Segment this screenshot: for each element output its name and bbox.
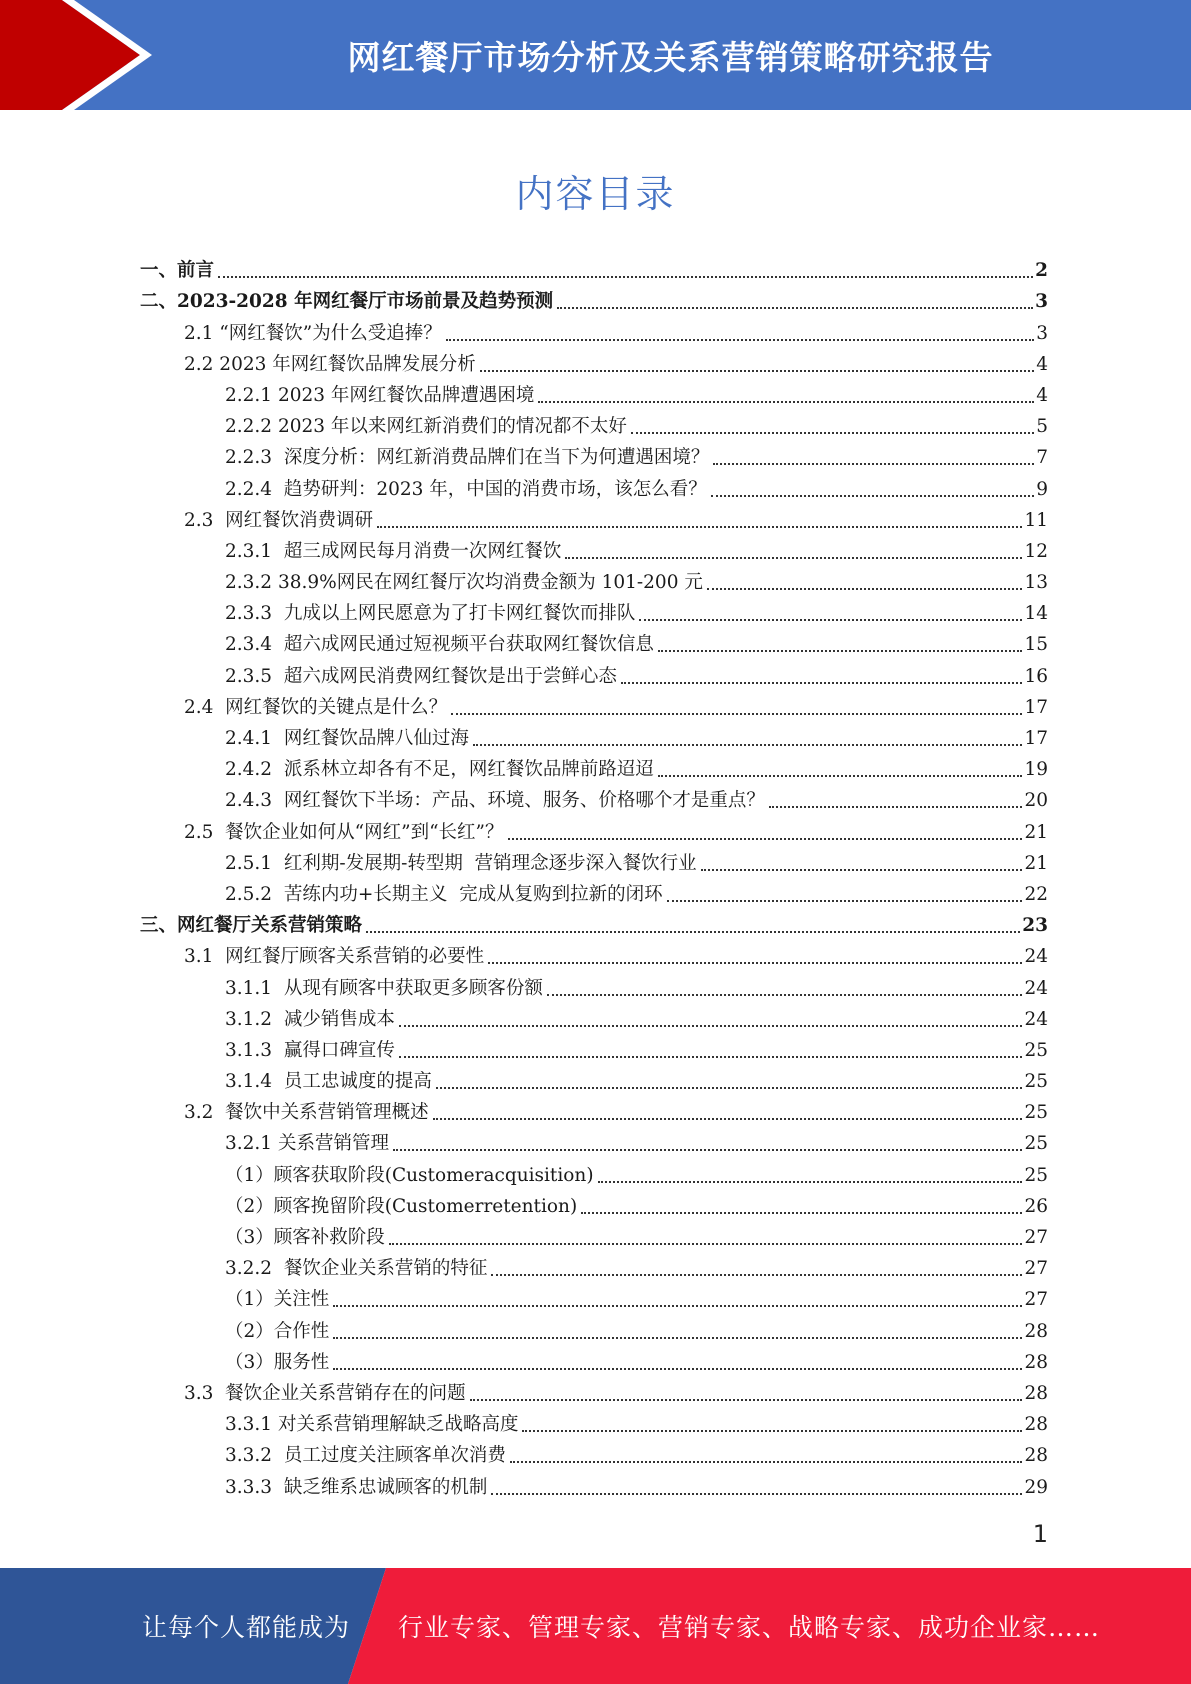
toc-entry-label: 2.3.5 超六成网民消费网红餐饮是出于尝鲜心态: [225, 665, 617, 687]
toc-entry-label: 3.1.2 减少销售成本: [225, 1008, 395, 1030]
toc-entry-page: 4: [1036, 353, 1048, 375]
toc-entry-label: （3）服务性: [225, 1351, 330, 1373]
toc-entry[interactable]: [140, 1125, 1048, 1156]
toc-entry-label: 2.5.2 苦练内功+长期主义 完成从复购到拉新的闭环: [225, 883, 663, 905]
toc-entry-page: 25: [1024, 1102, 1048, 1124]
toc-entry[interactable]: [140, 782, 1048, 813]
toc-leader-dots: [389, 1243, 1023, 1245]
toc-entry-label: 2.2.4 趋势研判：2023 年，中国的消费市场，该怎么看？: [225, 478, 707, 500]
toc-leader-dots: [393, 1149, 1022, 1151]
toc-entry-page: 19: [1024, 759, 1048, 781]
toc-entry-label: 3.3.2 员工过度关注顾客单次消费: [225, 1445, 506, 1467]
toc-entry-page: 21: [1024, 852, 1048, 874]
toc-entry-page: 27: [1024, 1289, 1048, 1311]
toc-leader-dots: [399, 1025, 1023, 1027]
toc-entry-page: 28: [1024, 1351, 1048, 1373]
toc-leader-dots: [639, 619, 1022, 621]
toc-entry[interactable]: [140, 1344, 1048, 1375]
toc-leader-dots: [480, 370, 1034, 372]
toc-entry-page: 17: [1024, 728, 1048, 749]
toc-entry-page: 25: [1024, 1133, 1048, 1155]
toc-leader-dots: [711, 495, 1034, 497]
toc-entry-label: 一、前言: [140, 260, 215, 282]
toc-entry-page: 27: [1024, 1258, 1048, 1280]
toc-leader-dots: [565, 557, 1022, 559]
toc-entry[interactable]: [140, 1001, 1048, 1032]
toc-entry[interactable]: [140, 657, 1048, 688]
toc-entry[interactable]: [140, 1219, 1048, 1250]
toc-entry[interactable]: [140, 533, 1048, 564]
toc-entry-page: 15: [1024, 634, 1048, 656]
toc-entry-label: 2.5.1 红利期-发展期-转型期 营销理念逐步深入餐饮行业: [225, 852, 697, 874]
toc-entry-label: 2.1 “网红餐饮”为什么受追捧？: [184, 322, 442, 344]
toc-entry[interactable]: [140, 1250, 1048, 1281]
toc-entry-label: 三、网红餐厅关系营销策略: [140, 915, 363, 937]
toc-leader-dots: [631, 432, 1034, 434]
toc-entry-label: 3.1.1 从现有顾客中获取更多顾客份额: [225, 977, 543, 999]
toc-entry[interactable]: [140, 626, 1048, 657]
toc-list: [140, 252, 1048, 1500]
toc-entry-page: 28: [1024, 1414, 1048, 1436]
toc-leader-dots: [488, 962, 1022, 964]
toc-leader-dots: [510, 1461, 1023, 1463]
toc-entry[interactable]: [140, 813, 1048, 844]
toc-entry[interactable]: [140, 1063, 1048, 1094]
toc-entry[interactable]: [140, 346, 1048, 377]
toc-entry-label: 3.2.1 关系营销管理: [225, 1133, 389, 1155]
toc-entry[interactable]: [140, 876, 1048, 907]
toc-entry-label: （3）顾客补救阶段: [225, 1227, 385, 1248]
toc-entry-page: 26: [1024, 1195, 1048, 1217]
toc-leader-dots: [522, 1430, 1022, 1432]
toc-entry[interactable]: [140, 564, 1048, 595]
toc-entry[interactable]: [140, 720, 1048, 751]
toc-entry-page: 3: [1035, 291, 1048, 313]
toc-entry[interactable]: [140, 439, 1048, 470]
toc-entry-label: 2.4.1 网红餐饮品牌八仙过海: [225, 728, 469, 749]
page-number: 1: [1032, 1520, 1048, 1548]
toc-entry-page: 25: [1024, 1071, 1048, 1093]
toc-leader-dots: [377, 526, 1022, 528]
toc-leader-dots: [547, 994, 1023, 996]
report-title: 网红餐厅市场分析及关系营销策略研究报告: [347, 37, 994, 77]
toc-entry[interactable]: [140, 1094, 1048, 1125]
toc-leader-dots: [581, 1212, 1022, 1214]
toc-entry[interactable]: [140, 283, 1048, 314]
toc-entry-page: 23: [1022, 915, 1048, 937]
toc-entry-page: 28: [1024, 1445, 1048, 1467]
header-arrow-icon: [0, 0, 160, 110]
toc-entry-label: 2.2.2 2023 年以来网红新消费们的情况都不太好: [225, 416, 627, 438]
toc-entry-label: 2.2.3 深度分析：网红新消费品牌们在当下为何遭遇困境？: [225, 447, 710, 469]
toc-entry-label: 2.4.2 派系林立却各有不足，网红餐饮品牌前路迢迢: [225, 759, 654, 781]
toc-entry-page: 24: [1024, 977, 1048, 999]
toc-entry-page: 13: [1024, 572, 1048, 594]
toc-leader-dots: [667, 900, 1023, 902]
toc-entry-label: 2.5 餐饮企业如何从“网红”到“长红”？: [184, 821, 504, 843]
toc-leader-dots: [598, 1181, 1023, 1183]
toc-leader-dots: [218, 276, 1033, 278]
toc-entry[interactable]: [140, 252, 1048, 283]
footer-slogan-left: 让每个人都能成为: [142, 1613, 351, 1642]
toc-title: 内容目录: [515, 172, 676, 216]
toc-entry-page: 14: [1024, 603, 1048, 625]
toc-entry-label: 2.2.1 2023 年网红餐饮品牌遭遇困境: [225, 384, 535, 406]
toc-entry-label: （1）关注性: [225, 1289, 330, 1311]
toc-leader-dots: [557, 307, 1033, 309]
toc-entry[interactable]: [140, 969, 1048, 1000]
toc-leader-dots: [451, 713, 1022, 715]
toc-leader-dots: [621, 682, 1023, 684]
toc-leader-dots: [473, 744, 1023, 746]
toc-leader-dots: [470, 1399, 1023, 1401]
toc-entry[interactable]: [140, 470, 1048, 501]
toc-leader-dots: [491, 1274, 1022, 1276]
toc-entry-label: 2.2 2023 年网红餐饮品牌发展分析: [184, 353, 476, 375]
header-band: [0, 0, 1191, 110]
toc-entry-label: 二、2023-2028 年网红餐厅市场前景及趋势预测: [140, 291, 554, 313]
toc-entry-page: 7: [1036, 447, 1048, 469]
toc-entry-label: 2.3.4 超六成网民通过短视频平台获取网红餐饮信息: [225, 634, 654, 656]
toc-entry[interactable]: [140, 502, 1048, 533]
toc-leader-dots: [446, 339, 1035, 341]
toc-entry-page: 29: [1024, 1476, 1048, 1498]
toc-entry-page: 3: [1036, 322, 1048, 344]
toc-entry-label: 2.3 网红餐饮消费调研: [184, 509, 374, 531]
toc-entry[interactable]: [140, 689, 1048, 720]
toc-entry-page: 9: [1036, 478, 1048, 500]
toc-entry[interactable]: [140, 1188, 1048, 1219]
toc-entry-label: （1）顾客获取阶段(Customeracquisition): [225, 1164, 594, 1186]
toc-leader-dots: [399, 1056, 1023, 1058]
toc-entry[interactable]: [140, 1032, 1048, 1063]
toc-leader-dots: [508, 838, 1023, 840]
toc-entry-page: 25: [1024, 1164, 1048, 1186]
toc-entry-page: 24: [1024, 1008, 1048, 1030]
toc-entry-page: 21: [1024, 821, 1048, 843]
toc-entry-page: 27: [1024, 1227, 1048, 1248]
toc-entry-label: （2）顾客挽留阶段(Customerretention): [225, 1195, 578, 1217]
toc-entry-label: 2.4 网红餐饮的关键点是什么？: [184, 696, 448, 718]
toc-entry-label: 2.4.3 网红餐饮下半场：产品、环境、服务、价格哪个才是重点？: [225, 790, 765, 812]
toc-entry-label: 2.3.2 38.9%网民在网红餐厅次均消费金额为 101-200 元: [225, 572, 703, 594]
toc-leader-dots: [333, 1337, 1022, 1339]
toc-entry-page: 20: [1024, 790, 1048, 812]
toc-entry[interactable]: [140, 314, 1048, 345]
toc-entry[interactable]: [140, 907, 1048, 938]
toc-entry-label: （2）合作性: [225, 1320, 330, 1342]
toc-entry-label: 2.3.1 超三成网民每月消费一次网红餐饮: [225, 540, 562, 562]
toc-entry-label: 3.1.4 员工忠诚度的提高: [225, 1071, 432, 1093]
toc-entry-page: 5: [1036, 416, 1048, 438]
toc-entry-page: 12: [1024, 540, 1048, 562]
toc-leader-dots: [333, 1368, 1022, 1370]
toc-leader-dots: [366, 931, 1020, 933]
toc-entry[interactable]: [140, 751, 1048, 782]
toc-entry-page: 25: [1024, 1039, 1048, 1061]
toc-leader-dots: [333, 1305, 1022, 1307]
toc-entry[interactable]: [140, 1281, 1048, 1312]
toc-entry-page: 24: [1024, 946, 1048, 968]
toc-entry-label: 3.3.3 缺乏维系忠诚顾客的机制: [225, 1476, 488, 1498]
footer-band: [0, 1568, 1191, 1684]
toc-entry[interactable]: [140, 938, 1048, 969]
toc-entry-page: 11: [1024, 509, 1048, 531]
toc-entry[interactable]: [140, 1406, 1048, 1437]
toc-leader-dots: [713, 463, 1034, 465]
toc-entry-label: 3.3 餐饮企业关系营销存在的问题: [184, 1382, 466, 1404]
toc-entry-label: 3.3.1 对关系营销理解缺乏战略高度: [225, 1414, 519, 1436]
toc-entry-page: 16: [1024, 665, 1048, 687]
toc-entry[interactable]: [140, 595, 1048, 626]
toc-entry[interactable]: [140, 1437, 1048, 1468]
toc-entry-label: 3.2.2 餐饮企业关系营销的特征: [225, 1258, 488, 1280]
toc-entry[interactable]: [140, 1375, 1048, 1406]
toc-leader-dots: [491, 1493, 1022, 1495]
footer-slogan-right: 行业专家、管理专家、营销专家、战略专家、成功企业家……: [398, 1613, 1101, 1642]
toc-entry-page: 2: [1035, 260, 1048, 282]
toc-leader-dots: [436, 1087, 1023, 1089]
toc-leader-dots: [538, 401, 1034, 403]
toc-leader-dots: [701, 869, 1023, 871]
toc-entry[interactable]: [140, 1468, 1048, 1499]
toc-leader-dots: [707, 588, 1023, 590]
toc-entry[interactable]: [140, 408, 1048, 439]
toc-entry-page: 22: [1024, 883, 1048, 905]
toc-entry-label: 3.2 餐饮中关系营销管理概述: [184, 1102, 429, 1124]
toc-entry-label: 3.1.3 赢得口碑宣传: [225, 1039, 395, 1061]
toc-entry-page: 28: [1024, 1320, 1048, 1342]
toc-entry[interactable]: [140, 1312, 1048, 1343]
toc-leader-dots: [769, 806, 1023, 808]
toc-entry-label: 3.1 网红餐厅顾客关系营销的必要性: [184, 946, 485, 968]
toc-leader-dots: [433, 1118, 1023, 1120]
toc-entry[interactable]: [140, 377, 1048, 408]
toc-entry[interactable]: [140, 845, 1048, 876]
toc-leader-dots: [658, 775, 1023, 777]
toc-entry-label: 2.3.3 九成以上网民愿意为了打卡网红餐饮而排队: [225, 603, 636, 625]
toc-entry-page: 17: [1024, 696, 1048, 718]
toc-leader-dots: [658, 650, 1023, 652]
toc-entry-page: 4: [1036, 384, 1048, 406]
toc-entry[interactable]: [140, 1156, 1048, 1187]
toc-entry-page: 28: [1024, 1382, 1048, 1404]
